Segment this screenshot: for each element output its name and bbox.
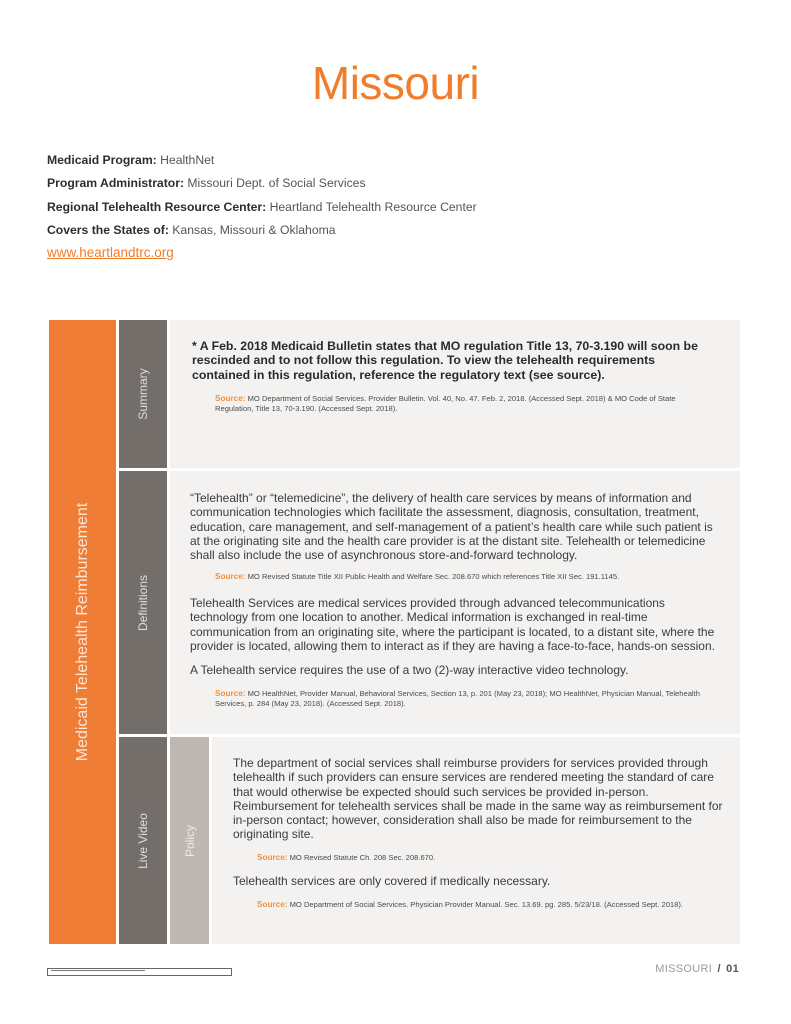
category-column [49, 320, 116, 944]
medicaid-program-row [47, 152, 477, 175]
category-label: Medicaid Telehealth Reimbursement [73, 502, 91, 762]
summary-panel [170, 320, 740, 468]
subsection-label-policy [170, 737, 209, 944]
summary-source [215, 394, 715, 414]
section-label-summary [119, 320, 167, 468]
definitions-text-2: Telehealth Services are medical services provided through advanced telecommunications technology from one location to another. Medical information is exchanged in real-time communication from an originating site, where the participant is located, to a distant site, where the provider is located, allowing them to interact as if they are having a face-to-face, hands-on session. [190, 596, 715, 653]
source-label: Source: [215, 689, 246, 698]
live-video-source-2 [257, 900, 717, 910]
live-video-source-2-text: MO Department of Social Services. Physician Provider Manual. Sec. 13.69. pg. 285. 5/23/18. (Accessed Sept. 2018). [289, 900, 684, 909]
live-video-panel [212, 737, 740, 944]
summary-label: Summary [136, 368, 150, 420]
website-row [47, 245, 477, 268]
summary-source-text: MO Department of Social Services. Provider Bulletin. Vol. 40, No. 47. Feb. 2, 2018. (Accessed Sept. 2018) & MO Code of State Regulation, Title 13, 70-3.190. (Accessed Sept. 2018). [215, 394, 676, 413]
definitions-source-1-text: MO Revised Statute Title XII Public Health and Welfare Sec. 208.670 which references Title XII Sec. 191.1145. [247, 572, 620, 581]
section-label-live-video [119, 737, 167, 944]
definitions-source-1 [215, 572, 715, 582]
covers-states-value: Kansas, Missouri & Oklahoma [172, 222, 336, 237]
medicaid-program-value: HealthNet [160, 153, 215, 167]
definitions-source-2-text: MO HealthNet, Provider Manual, Behavioral Services, Section 13, p. 201 (May 23, 2018); MO HealthNet, Physician Manual, Telehealth Services, p. 284 (May 23, 2018). (Accessed Sept. 2018). [215, 689, 700, 708]
live-video-text-2: Telehealth services are only covered if medically necessary. [233, 874, 551, 888]
source-label: Source: [257, 853, 288, 862]
live-video-source-1-text: MO Revised Statute Ch. 208 Sec. 208.670. [289, 853, 436, 862]
page-title: Missouri [311, 57, 480, 109]
resource-center-label: Regional Telehealth Resource Center: [47, 199, 267, 214]
footnote-fine-print: ▬▬▬▬▬▬▬▬▬▬▬▬▬▬▬▬▬▬▬▬▬▬▬▬▬▬▬▬▬▬▬▬▬▬▬▬▬▬▬▬▬▬▬▬▬▬▬ [51, 970, 145, 972]
covers-states-row [47, 222, 477, 245]
website-link[interactable]: www.heartlandtrc.org [47, 245, 174, 261]
footnote-box [47, 968, 232, 976]
definitions-source-2 [215, 689, 715, 709]
program-administrator-label: Program Administrator: [47, 176, 185, 191]
page-number: 01 [726, 963, 739, 975]
definitions-text-1: “Telehealth” or “telemedicine”, the delivery of health care services by means of information and communication technologies which facilitate the assessment, diagnosis, consultation, treatment, education, care management, and self-management of a patient’s health care while such patient is at the originating site and the health care provider is at the distant site. Telehealth or telemedicine shall also include the use of asynchronous store-and-forward technology. [190, 491, 713, 563]
live-video-text-1: The department of social services shall reimburse providers for services provided through telehealth if such providers can ensure services are rendered meeting the standard of care that would otherwise be expected should such services be provided in-person. Reimbursement for telehealth services shall be made in the same way as reimbursement for in-person contact; however, consideration shall also be made for reimbursement to the originating site. [233, 756, 723, 842]
resource-center-value: Heartland Telehealth Resource Center [269, 199, 477, 214]
section-label-definitions [119, 471, 167, 734]
source-label: Source: [257, 900, 288, 909]
policy-label: Policy [182, 824, 197, 857]
source-label: Source: [215, 572, 246, 581]
program-administrator-value: Missouri Dept. of Social Services [187, 176, 366, 191]
definitions-label: Definitions [136, 574, 150, 631]
program-administrator-row [47, 175, 477, 198]
covers-states-label: Covers the States of: [47, 222, 169, 237]
page-footer [655, 963, 739, 975]
live-video-label: Live Video [136, 812, 150, 869]
source-label: Source: [215, 394, 246, 403]
live-video-source-1 [257, 853, 717, 863]
medicaid-program-label: Medicaid Program: [47, 153, 157, 167]
summary-text: * A Feb. 2018 Medicaid Bulletin states that MO regulation Title 13, 70-3.190 will soon be rescinded and to not follow this regulation. To view the telehealth requirements contained in this regulation, reference the regulatory text (see source). [192, 339, 698, 382]
program-info [47, 152, 477, 268]
footer-state: MISSOURI [655, 963, 713, 975]
definitions-text-3: A Telehealth service requires the use of a two (2)-way interactive video technology. [190, 663, 629, 677]
footer-separator: / [717, 963, 721, 975]
resource-center-row [47, 199, 477, 222]
definitions-panel [170, 471, 740, 734]
